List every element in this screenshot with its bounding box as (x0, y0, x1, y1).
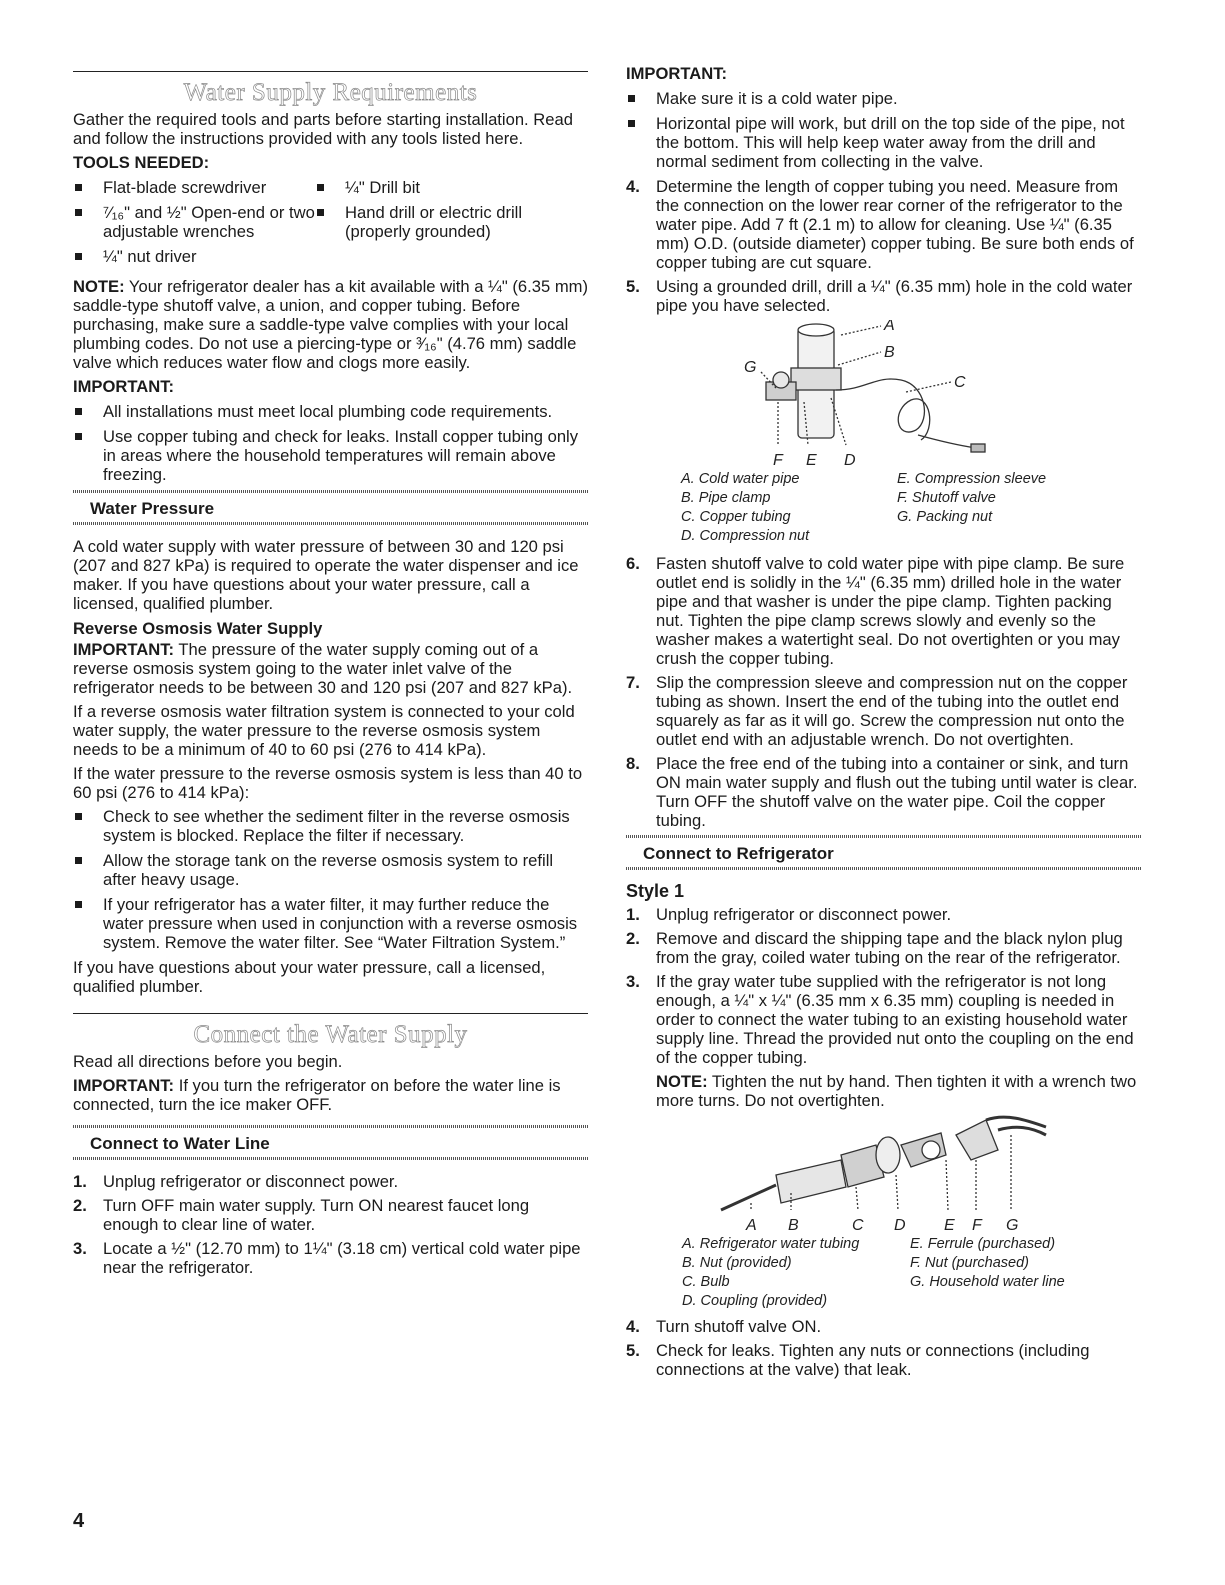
section-rule (73, 71, 588, 72)
divider (73, 522, 588, 525)
steps-list (626, 177, 1141, 315)
tool-item: ¼" nut driver (73, 247, 315, 266)
ro-item: If your refrigerator has a water filter, it may further reduce the water pressure when used in conjunction with a reverse osmosis system. Remove the water filter. See “Water Filtration System.” (73, 895, 588, 952)
page-number: 4 (73, 1510, 85, 1532)
caption-item: B. Nut (provided) (682, 1255, 792, 1271)
step-number: 3. (626, 972, 640, 991)
caption-item: G. Household water line (910, 1274, 1065, 1290)
fig1-caption (681, 470, 1141, 546)
important-item: Make sure it is a cold water pipe. (626, 89, 1141, 108)
connect-important-text: If you turn the refrigerator on before the water line is connected, turn the ice maker OFF. (73, 1076, 561, 1114)
ro-list (73, 807, 588, 952)
divider (626, 867, 1141, 870)
left-column (73, 0, 588, 1282)
important-item: All installations must meet local plumbing code requirements. (73, 402, 588, 421)
step-number: 6. (626, 554, 640, 573)
caption-item: D. Compression nut (681, 528, 810, 544)
step-text: If the gray water tube supplied with the refrigerator is not long enough, a ¼" x ¼" (6.35 mm x 6.35 mm) coupling is needed in order to connect the water tubing to an existing household water supply line. Thread the provided nut onto the coupling on the end of the copper tubing. (656, 972, 1134, 1067)
caption-item: F. Shutoff valve (897, 490, 996, 506)
note-label: NOTE: (73, 277, 125, 296)
tool-item: Flat-blade screwdriver (73, 178, 315, 197)
step-number: 1. (626, 905, 640, 924)
step-item (626, 972, 1141, 1067)
step-text: Check for leaks. Tighten any nuts or connections (including connections at the valve) that leak. (656, 1341, 1090, 1379)
connect-fridge-title: Connect to Refrigerator (643, 844, 834, 863)
step-text: Unplug refrigerator or disconnect power. (103, 1172, 399, 1191)
step-number: 7. (626, 673, 640, 692)
important-item: Use copper tubing and check for leaks. Install copper tubing only in areas where the household temperatures will remain above freezing. (73, 427, 588, 484)
caption-item: B. Pipe clamp (681, 490, 771, 506)
step-number: 8. (626, 754, 640, 773)
caption-item: C. Copper tubing (681, 509, 791, 525)
connect-intro: Read all directions before you begin. (73, 1052, 343, 1071)
note-paragraph (73, 277, 588, 372)
ro-title: Reverse Osmosis Water Supply (73, 619, 323, 638)
ro-important-text: The pressure of the water supply coming out of a reverse osmosis system going to the water inlet valve of the refrigerator needs to be between 30 and 120 psi (207 and 827 kPa). (73, 640, 573, 697)
step-item (626, 1341, 1141, 1379)
step-text: Locate a ½" (12.70 mm) to 1¼" (3.18 cm) vertical cold water pipe near the refrigerator. (103, 1239, 581, 1277)
fig2-label: A (746, 1217, 757, 1234)
note-text: Your refrigerator dealer has a kit available with a ¼" (6.35 mm) saddle-type shutoff valve, a union, and copper tubing. Before purchasing, make sure a saddle-type valve complies with your local plumbing codes. Do not use a piercing-type or ³⁄₁₆" (4.76 mm) saddle valve which reduces water flow and clogs more easily. (73, 277, 588, 372)
style-title: Style 1 (626, 881, 685, 901)
ro-important (73, 640, 588, 697)
fig2-label: G (1006, 1217, 1019, 1234)
step-number: 5. (626, 277, 640, 296)
right-column (626, 0, 1141, 1384)
intro-text: Gather the required tools and parts before starting installation. Read and follow the instructions provided with any tools listed here. (73, 110, 573, 148)
divider (73, 1157, 588, 1160)
fig1-label-a: A (884, 320, 895, 334)
ro-item: Check to see whether the sediment filter in the reverse osmosis system is blocked. Replace the filter if necessary. (73, 807, 588, 845)
step-item: 1. Unplug refrigerator or disconnect power. (73, 1172, 399, 1191)
step-text: Using a grounded drill, drill a ¼" (6.35 mm) hole in the cold water pipe you have selected. (656, 277, 1133, 315)
valve-diagram (626, 320, 1141, 470)
important-list (73, 402, 588, 484)
note-label: NOTE: (656, 1072, 708, 1091)
tools-heading: TOOLS NEEDED: (73, 153, 210, 172)
step-number: 4. (626, 1317, 640, 1336)
fig2-caption (682, 1235, 1141, 1311)
step-text: Slip the compression sleeve and compression nut on the copper tubing as shown. Insert the end of the tubing into the outlet end squarely as far as it will go. Screw the compression nut onto the outlet end with an adjustable wrench. Do not overtighten. (656, 673, 1128, 749)
important-list (626, 89, 1141, 171)
coupling-illustration (626, 1115, 1141, 1235)
step-text: Fasten shutoff valve to cold water pipe with pipe clamp. Be sure outlet end is solidly in the ¼" (6.35 mm) drilled hole in the water pipe and that washer is under the pipe clamp. Tighten packing nut. Tighten the pipe clamp screws slowly and evenly so the washer makes a watertight seal. Do not overtighten or you may crush the copper tubing. (656, 554, 1125, 668)
step-item (626, 554, 1141, 668)
fig2-label: F (972, 1217, 982, 1234)
fig2-label: C (852, 1217, 864, 1234)
water-supply-title: Water Supply Requirements (183, 79, 478, 106)
fig1-label-g: G (744, 359, 757, 376)
important-heading: IMPORTANT: (73, 377, 175, 396)
caption-item: E. Compression sleeve (897, 471, 1047, 487)
step-item (626, 277, 1141, 315)
step-number: 2. (626, 929, 640, 948)
step-number: 4. (626, 177, 640, 196)
ro-paragraph: If you have questions about your water pressure, call a licensed, qualified plumber. (73, 958, 546, 996)
fig1-label-f: F (773, 452, 783, 469)
caption-item: D. Coupling (provided) (682, 1293, 828, 1309)
tool-item: Hand drill or electric drill (properly grounded) (315, 203, 588, 241)
fig2-label: D (894, 1217, 906, 1234)
step-item (626, 905, 1141, 924)
valve-illustration (626, 320, 1141, 470)
caption-item: A. Refrigerator water tubing (682, 1236, 860, 1252)
connect-important-label: IMPORTANT: (73, 1076, 175, 1095)
ro-item: Allow the storage tank on the reverse osmosis system to refill after heavy usage. (73, 851, 588, 889)
fig2-label: E (944, 1217, 955, 1234)
water-pressure-title: Water Pressure (90, 499, 215, 518)
ro-important-label: IMPORTANT: (73, 640, 175, 659)
step-item (626, 929, 1141, 967)
step-item (626, 673, 1141, 749)
tool-item: ⁷⁄₁₆" and ½" Open-end or two adjustable wrenches (73, 203, 315, 241)
ro-paragraph: If a reverse osmosis water filtration system is connected to your cold water supply, the water pressure to the reverse osmosis system needs to be a minimum of 40 to 60 psi (276 to 414 kPa). (73, 702, 575, 759)
connect-water-title: Connect the Water Supply (193, 1021, 468, 1048)
caption-item: A. Cold water pipe (681, 471, 800, 487)
water-pressure-text: A cold water supply with water pressure of between 30 and 120 psi (207 and 827 kPa) is required to operate the water dispenser and ice maker. If you have questions about your water pressure, call a licensed, qualified plumber. (73, 537, 579, 613)
important-heading: IMPORTANT: (626, 64, 728, 83)
connect-important (73, 1076, 588, 1114)
tool-item: ¼" Drill bit (315, 178, 588, 197)
step-item: 2. Turn OFF main water supply. Turn ON nearest faucet long enough to clear line of water. (73, 1196, 530, 1234)
caption-item: C. Bulb (682, 1274, 730, 1290)
caption-item: G. Packing nut (897, 509, 993, 525)
step-text: Unplug refrigerator or disconnect power. (656, 905, 952, 924)
caption-item: E. Ferrule (purchased) (910, 1236, 1056, 1252)
steps-list (626, 554, 1141, 830)
coupling-diagram (626, 1115, 1141, 1235)
step-item: 3. Locate a ½" (12.70 mm) to 1¼" (3.18 cm) vertical cold water pipe near the refrigerator. (73, 1239, 581, 1277)
fig1-label-b: B (884, 344, 895, 361)
step-item (626, 177, 1141, 272)
ro-paragraph: If the water pressure to the reverse osmosis system is less than 40 to 60 psi (276 to 414 kPa): (73, 764, 583, 802)
step-text: Determine the length of copper tubing you need. Measure from the connection on the lower rear corner of the refrigerator to the water pipe. Add 7 ft (2.1 m) to allow for cleaning. Use ¼" (6.35 mm) O.D. (outside diameter) copper tubing. Be sure both ends of copper tubing are cut square. (656, 177, 1134, 272)
step-number: 5. (626, 1341, 640, 1360)
step-text: Turn OFF main water supply. Turn ON nearest faucet long enough to clear line of water. (103, 1196, 530, 1234)
fig1-label-d: D (844, 452, 856, 469)
tools-list (73, 178, 588, 277)
section-rule (73, 1013, 588, 1014)
step-text: Place the free end of the tubing into a container or sink, and turn ON main water supply and flush out the tubing until water is clear. Turn OFF the shutoff valve on the water pipe. Coil the copper tubing. (656, 754, 1138, 830)
note-text: Tighten the nut by hand. Then tighten it with a wrench two more turns. Do not overtighten. (656, 1072, 1137, 1110)
fig1-label-e: E (806, 452, 817, 469)
fig1-label-c: C (954, 374, 966, 391)
important-item: Horizontal pipe will work, but drill on the top side of the pipe, not the bottom. This will help keep water away from the drill and normal sediment from collecting in the valve. (626, 114, 1141, 171)
style-steps (626, 905, 1141, 1067)
final-steps (626, 1317, 1141, 1379)
water-line-title: Connect to Water Line (90, 1134, 270, 1153)
caption-item: F. Nut (purchased) (910, 1255, 1030, 1271)
style-note (626, 1072, 1141, 1110)
step-item (626, 754, 1141, 830)
water-line-steps (73, 1172, 588, 1277)
step-item (626, 1317, 1141, 1336)
fig2-label: B (788, 1217, 799, 1234)
step-text: Turn shutoff valve ON. (656, 1317, 822, 1336)
step-text: Remove and discard the shipping tape and the black nylon plug from the gray, coiled water tubing on the rear of the refrigerator. (656, 929, 1123, 967)
